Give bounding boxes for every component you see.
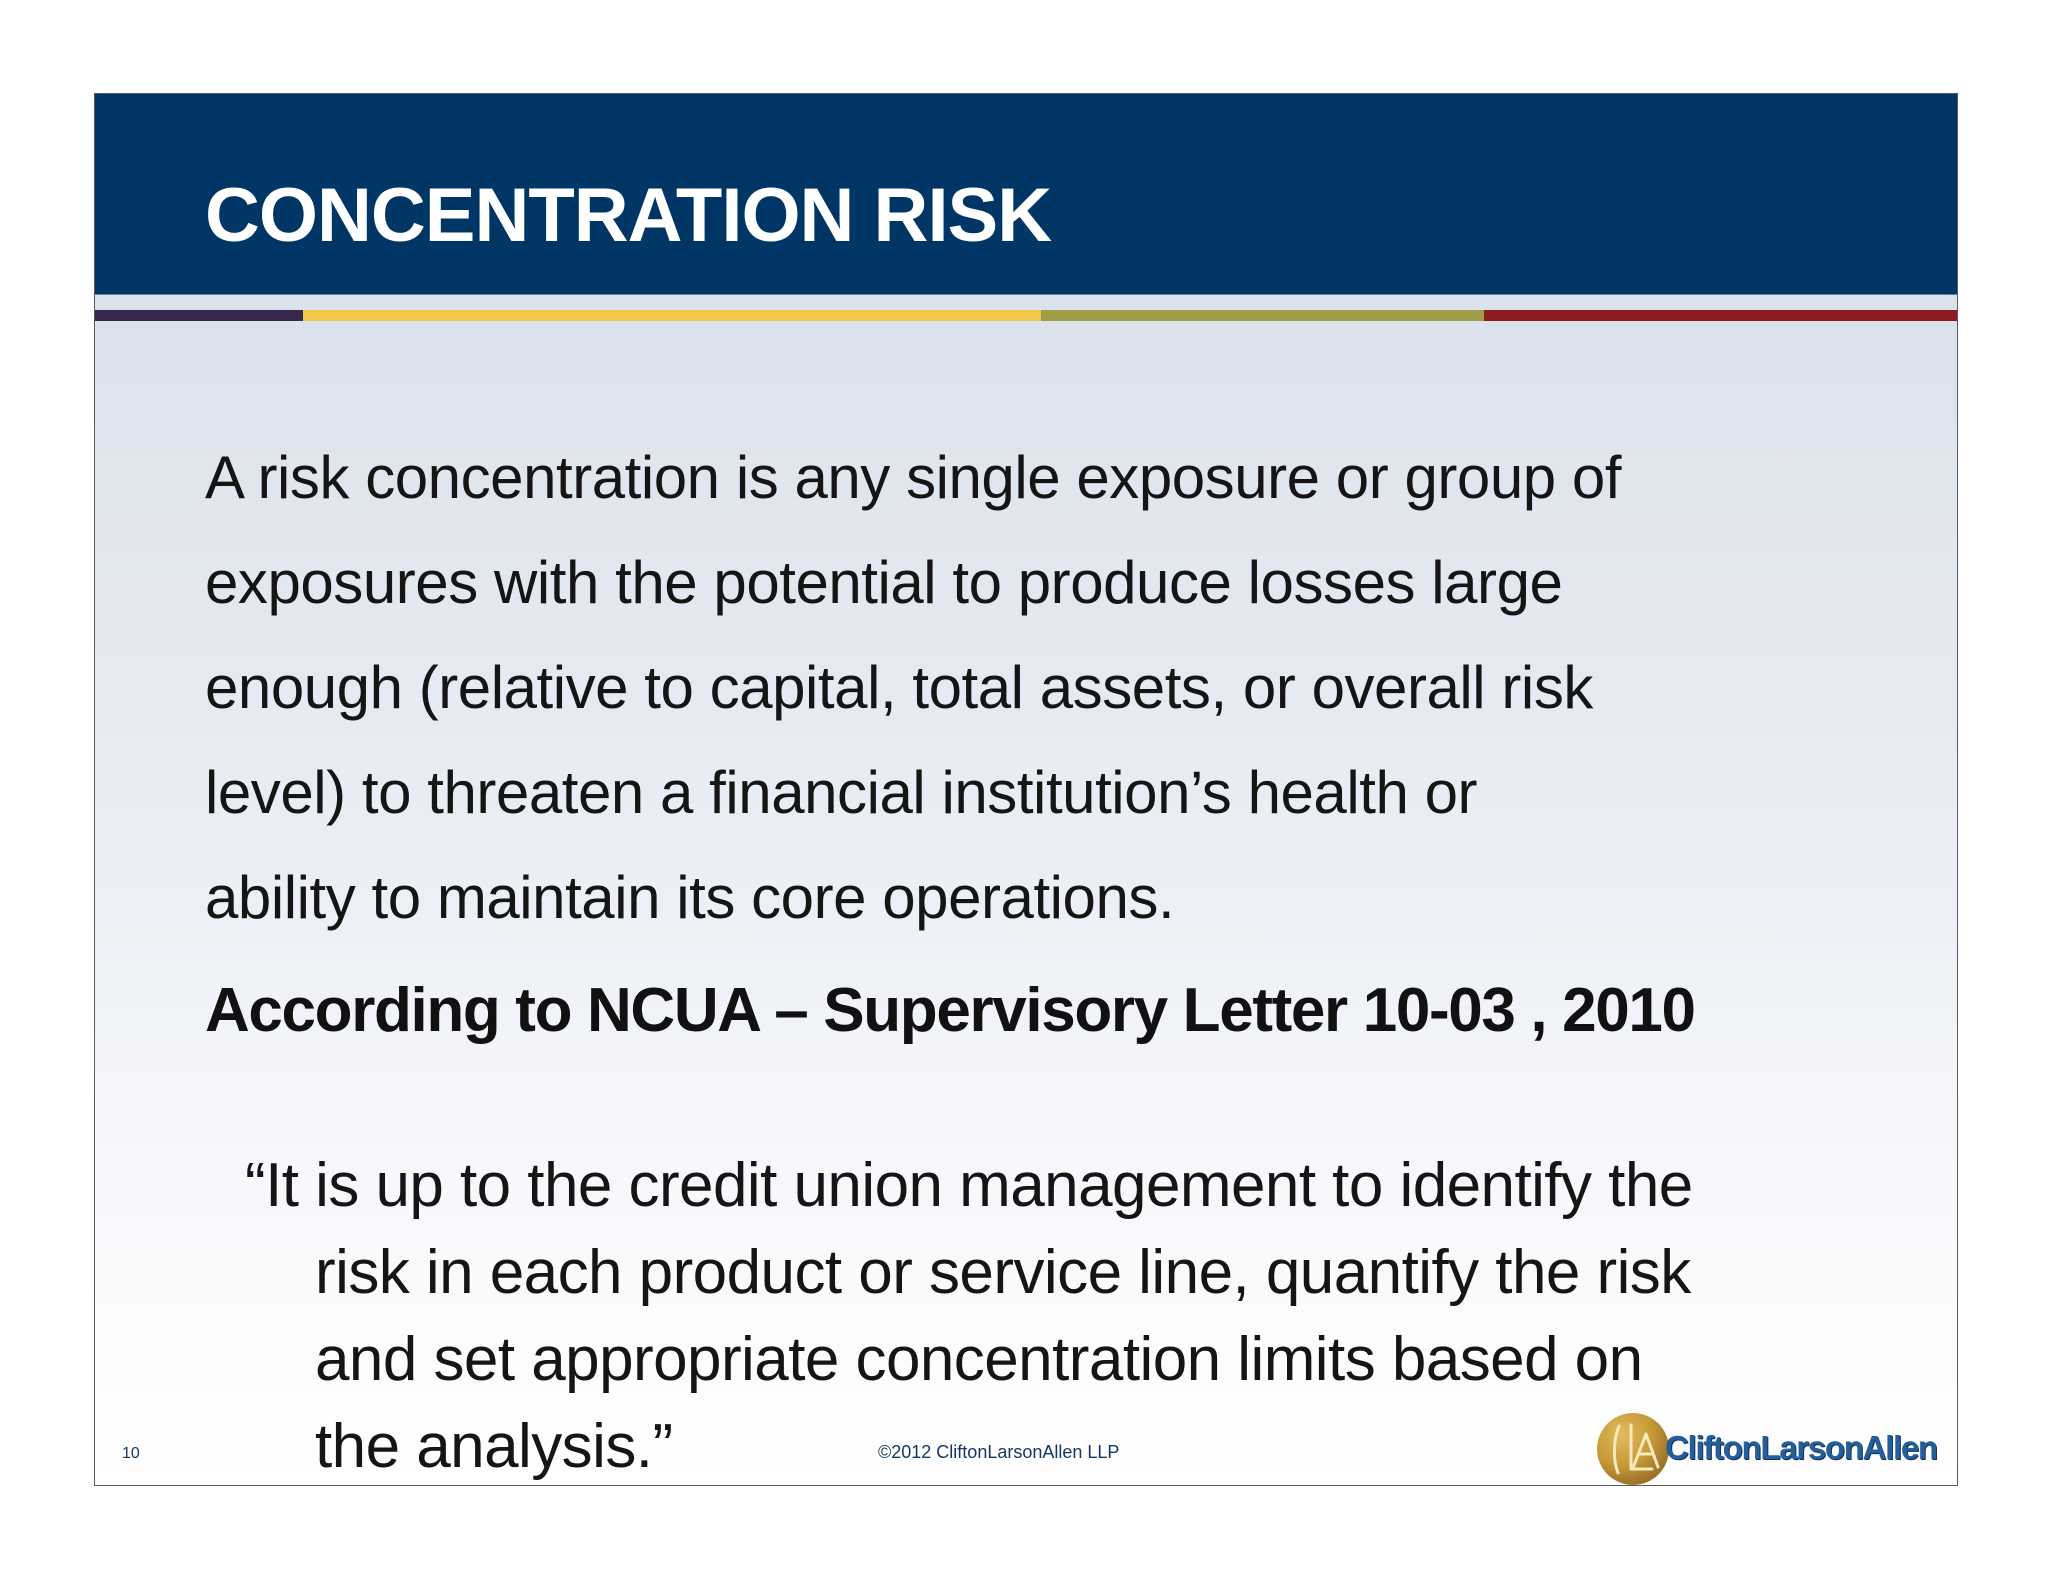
definition-line: enough (relative to capital, total assets, or overall risk — [205, 654, 1593, 721]
quote-line: risk in each product or service line, quantify the risk — [315, 1238, 1691, 1307]
definition-text — [205, 425, 1885, 950]
definition-line: ability to maintain its core operations. — [205, 864, 1175, 931]
definition-line: exposures with the potential to produce losses large — [205, 549, 1563, 616]
accent-stripe — [95, 310, 1957, 321]
definition-line: A risk concentration is any single exposure or group of — [205, 444, 1622, 511]
slide-canvas — [94, 93, 1958, 1486]
slide-title: CONCENTRATION RISK — [205, 173, 1052, 258]
copyright-notice: ©2012 CliftonLarsonAllen LLP — [878, 1442, 1120, 1462]
quote-line: “It is up to the credit union management to identify the — [245, 1151, 1693, 1220]
cla-logo-icon — [1595, 1411, 1671, 1486]
title-band — [95, 94, 1957, 295]
cliftonlarsonallen-logo — [1595, 1411, 1941, 1486]
definition-line: level) to threaten a financial institution’s health or — [205, 759, 1478, 826]
quote-line: and set appropriate concentration limits based on — [315, 1325, 1643, 1394]
quote-line: the analysis.” — [315, 1412, 673, 1481]
logo-wordmark: CliftonLarsonAllen — [1665, 1429, 1937, 1466]
page-number: 10 — [122, 1445, 140, 1462]
ncua-reference: According to NCUA – Supervisory Letter 10-03 , 2010 — [205, 976, 1695, 1045]
